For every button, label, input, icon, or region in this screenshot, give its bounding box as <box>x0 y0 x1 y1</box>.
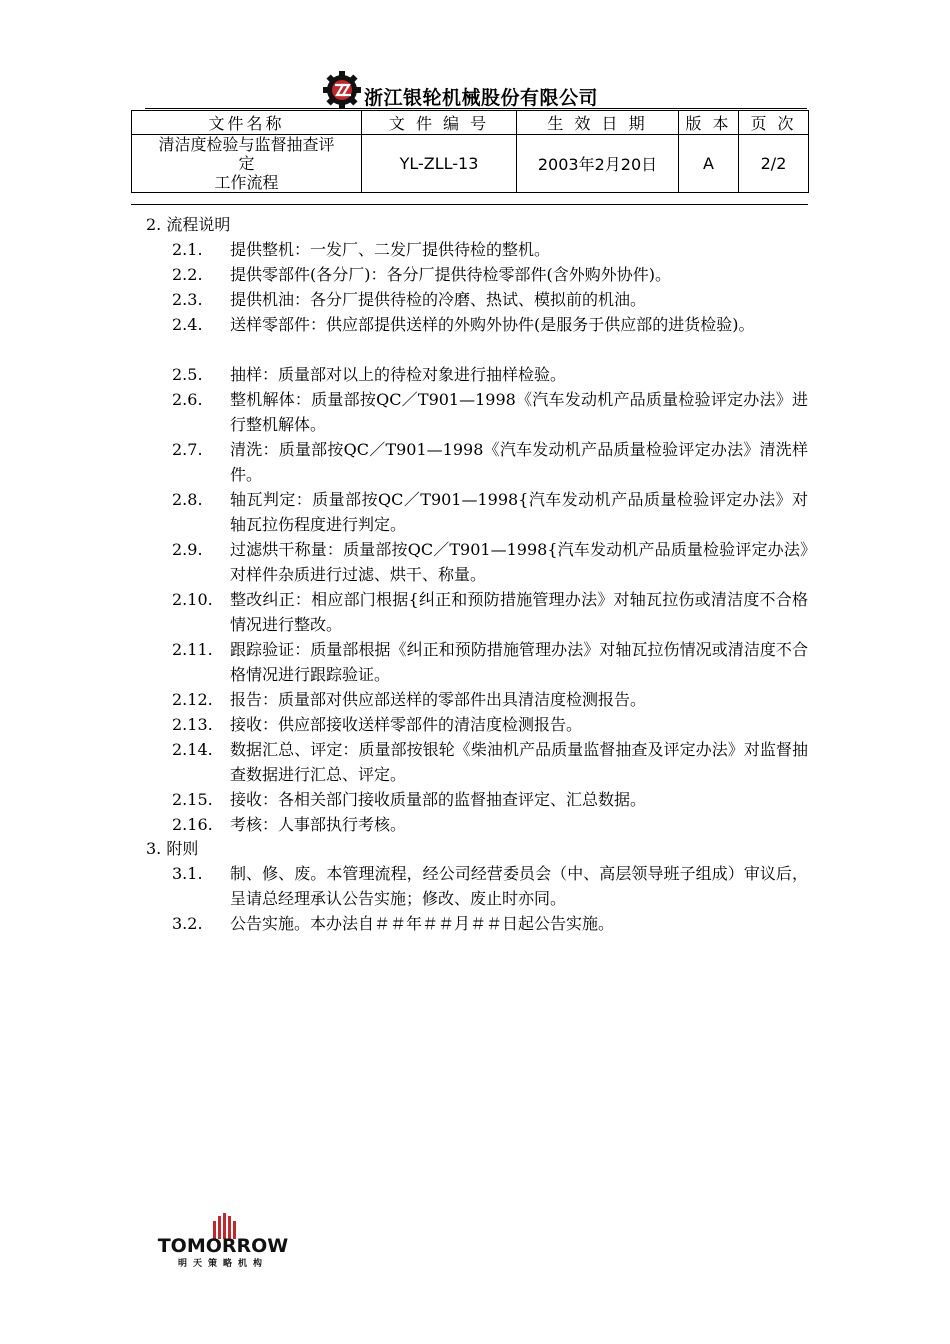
item-number: 2.12. <box>172 690 213 709</box>
document-title-line: 定 <box>238 154 255 173</box>
item-text: 公告实施。本办法自＃＃年＃＃月＃＃日起公告实施。 <box>230 914 615 933</box>
item-number: 2.16. <box>172 815 213 834</box>
brand-name-en: TOMORROW <box>157 1235 289 1257</box>
item-number: 3.1. <box>172 864 203 883</box>
document-info-table <box>131 110 809 193</box>
col-version-header: 版 本 <box>679 111 739 135</box>
item-text: 轴瓦判定：质量部按QC／T901—1998{汽车发动机产品质量检验评定办法》对轴瓦拉伤程度进行判定。 <box>230 490 808 534</box>
item-text: 送样零部件：供应部提供送样的外购外协件(是服务于供应部的进货检验)。 <box>230 315 755 334</box>
col-code-header: 文 件 编 号 <box>362 111 517 135</box>
item-number: 2.7. <box>172 440 203 459</box>
item-number: 2.1. <box>172 240 203 259</box>
item-text: 提供整机：一发厂、二发厂提供待检的整机。 <box>230 240 551 259</box>
item-text: 过滤烘干称量：质量部按QC／T901—1998{汽车发动机产品质量检验评定办法》对样件杂质进行过滤、烘干、称量。 <box>230 540 808 584</box>
item-number: 2.4. <box>172 315 203 334</box>
header-rule <box>145 108 807 109</box>
item-text: 数据汇总、评定：质量部按银轮《柴油机产品质量监督抽查及评定办法》对监督抽查数据进行汇总、评定。 <box>230 740 808 784</box>
tomorrow-brand-logo <box>143 1212 303 1270</box>
item-text: 提供零部件(各分厂)：各分厂提供待检零部件(含外购外协件)。 <box>230 265 671 284</box>
yinlun-gear-logo-icon <box>322 70 362 110</box>
item-text: 提供机油：各分厂提供待检的冷磨、热试、模拟前的机油。 <box>230 290 647 309</box>
item-number: 2.11. <box>172 640 213 659</box>
document-title-line: 清洁度检验与监督抽查评 <box>158 135 335 154</box>
item-text: 整改纠正：相应部门根据{纠正和预防措施管理办法》对轴瓦拉伤或清洁度不合格情况进行整改。 <box>230 590 808 634</box>
item-number: 2.8. <box>172 490 203 509</box>
page-number: 2/2 <box>739 135 809 193</box>
item-text: 整机解体：质量部按QC／T901—1998《汽车发动机产品质量检验评定办法》进行整机解体。 <box>230 390 808 434</box>
col-title-header: 文件名称 <box>132 111 362 135</box>
item-text: 清洗：质量部按QC／T901—1998《汽车发动机产品质量检验评定办法》清洗样件。 <box>230 440 808 484</box>
col-page-header: 页 次 <box>739 111 809 135</box>
item-number: 2.15. <box>172 790 213 809</box>
section-heading: 2. 流程说明 <box>146 215 231 234</box>
item-text: 接收：供应部接收送样零部件的清洁度检测报告。 <box>230 715 583 734</box>
item-number: 3.2. <box>172 914 203 933</box>
item-text: 跟踪验证：质量部根据《纠正和预防措施管理办法》对轴瓦拉伤情况或清洁度不合格情况进行跟踪验证。 <box>230 640 808 684</box>
item-number: 2.5. <box>172 365 203 384</box>
item-text: 接收：各相关部门接收质量部的监督抽查评定、汇总数据。 <box>230 790 647 809</box>
item-text: 报告：质量部对供应部送样的零部件出具清洁度检测报告。 <box>230 690 647 709</box>
item-number: 2.9. <box>172 540 203 559</box>
item-number: 2.10. <box>172 590 213 609</box>
item-text: 制、修、废。本管理流程，经公司经营委员会（中、高层领导班子组成）审议后，呈请总经理承认公告实施；修改、废止时亦同。 <box>230 864 808 908</box>
company-header <box>322 68 642 112</box>
item-number: 2.14. <box>172 740 213 759</box>
content-rule <box>131 204 808 205</box>
version: A <box>679 135 739 193</box>
item-number: 2.13. <box>172 715 213 734</box>
item-number: 2.6. <box>172 390 203 409</box>
info-value-row <box>132 135 809 193</box>
brand-name-cn: 明天策略机构 <box>177 1259 269 1269</box>
item-number: 2.3. <box>172 290 203 309</box>
company-name: 浙江银轮机械股份有限公司 <box>364 86 599 109</box>
item-text: 抽样：质量部对以上的待检对象进行抽样检验。 <box>230 365 567 384</box>
item-number: 2.2. <box>172 265 203 284</box>
section-heading: 3. 附则 <box>146 839 199 858</box>
effective-date: 2003年2月20日 <box>517 135 679 193</box>
col-date-header: 生 效 日 期 <box>517 111 679 135</box>
info-header-row <box>132 111 809 135</box>
document-code: YL-ZLL-13 <box>362 135 517 193</box>
document-title-line: 工作流程 <box>214 173 279 192</box>
document-title-cell <box>132 135 362 193</box>
item-text: 考核：人事部执行考核。 <box>230 815 407 834</box>
